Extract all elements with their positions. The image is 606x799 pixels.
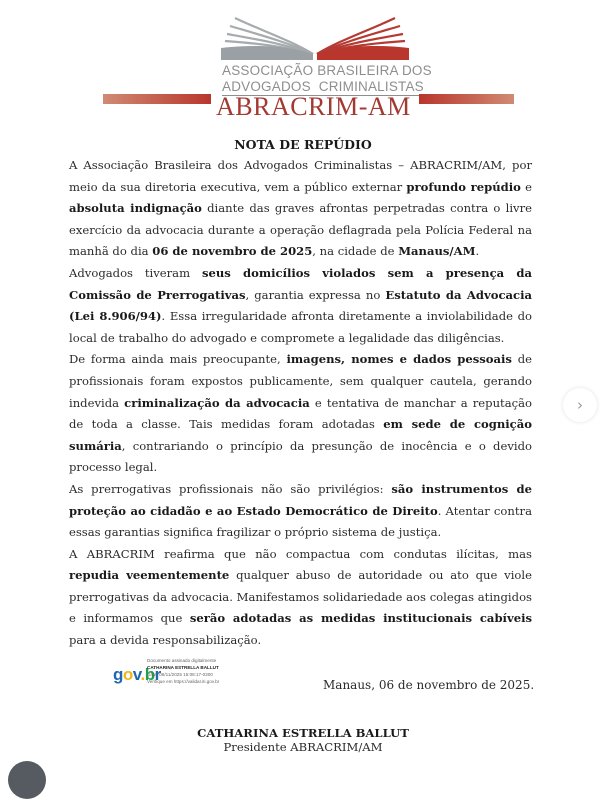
signature-verify: Verifique em https://validar.iti.gov.br: [147, 679, 220, 684]
paragraph: De forma ainda mais preocupante, imagens, nomes e dados pessoais de profissionais foram expostos publicamente, sem qualquer cautela, gerando indevida criminalização da advocacia e tentativa de manchar a reputação de toda a classe. Tais medidas foram adotadas em sede de cognição sumária, contrariando o princípio da presunção de inocência e o devido processo legal.: [69, 352, 532, 475]
document-title: NOTA DE REPÚDIO: [234, 137, 372, 152]
chevron-right-icon: ›: [577, 396, 583, 414]
signature-details: [147, 657, 219, 685]
logo-line-2: ADVOGADOS CRIMINALISTAS: [222, 79, 424, 94]
paragraph: As prerrogativas profissionais não são privilégios: são instrumentos de proteção ao cidadão e ao Estado Democrático de Direito. Atentar contra essas garantias significa fragilizar o próprio sistema de justiça.: [69, 481, 532, 540]
signature-date: Data: 06/11/2025 15:08:17-0300: [147, 672, 213, 677]
place-date: Manaus, 06 de novembro de 2025.: [323, 678, 535, 692]
signature-label: Documento assinado digitalmente: [147, 658, 217, 663]
paragraph: A ABRACRIM reafirma que não compactua com condutas ilícitas, mas repudia veementemente qualquer abuso de autoridade ou ato que viole prerrogativas da advocacia. Manifestamos solidariedade aos colegas atingidos e informamos que serão adotadas as medidas institucionais cabíveis para a devida responsabilização.: [69, 546, 533, 648]
logo-name: ABRACRIM-AM: [216, 92, 411, 121]
open-book-wings-icon: [215, 10, 415, 62]
signature-name: CATHARINA ESTRELLA BALLUT: [147, 665, 219, 670]
logo-bar-right: [419, 94, 514, 104]
paragraph: A Associação Brasileira dos Advogados Criminalistas – ABRACRIM/AM, por meio da sua diretoria executiva, vem a público externar profundo repúdio e absoluta indignação diante das graves afrontas perpetradas contra o livre exercício da advocacia durante a operação deflagrada pela Polícia Federal na manhã do dia 06 de novembro de 2025, na cidade de Manaus/AM.: [69, 158, 532, 259]
govbr-logo: gov.br: [113, 665, 161, 684]
paragraph: Advogados tiveram seus domicílios violados sem a presença da Comissão de Prerrogativas, garantia expressa no Estatuto da Advocacia (Lei 8.906/94). Essa irregularidade afronta diretamente a inviolabilidade do local de trabalho do advogado e compromete a legalidade das diligências.: [69, 265, 532, 345]
logo-line-1: ASSOCIAÇÃO BRASILEIRA DOS: [222, 63, 432, 78]
digital-signature-stamp: [113, 657, 273, 691]
signatory-name: CATHARINA ESTRELLA BALLUT: [197, 726, 409, 740]
logo-bar-left: [103, 94, 211, 104]
abracrim-logo: [0, 0, 606, 125]
signatory-role: Presidente ABRACRIM/AM: [223, 740, 383, 754]
carousel-next-button[interactable]: [563, 388, 597, 422]
avatar[interactable]: [8, 761, 46, 799]
document-body: [69, 155, 532, 652]
